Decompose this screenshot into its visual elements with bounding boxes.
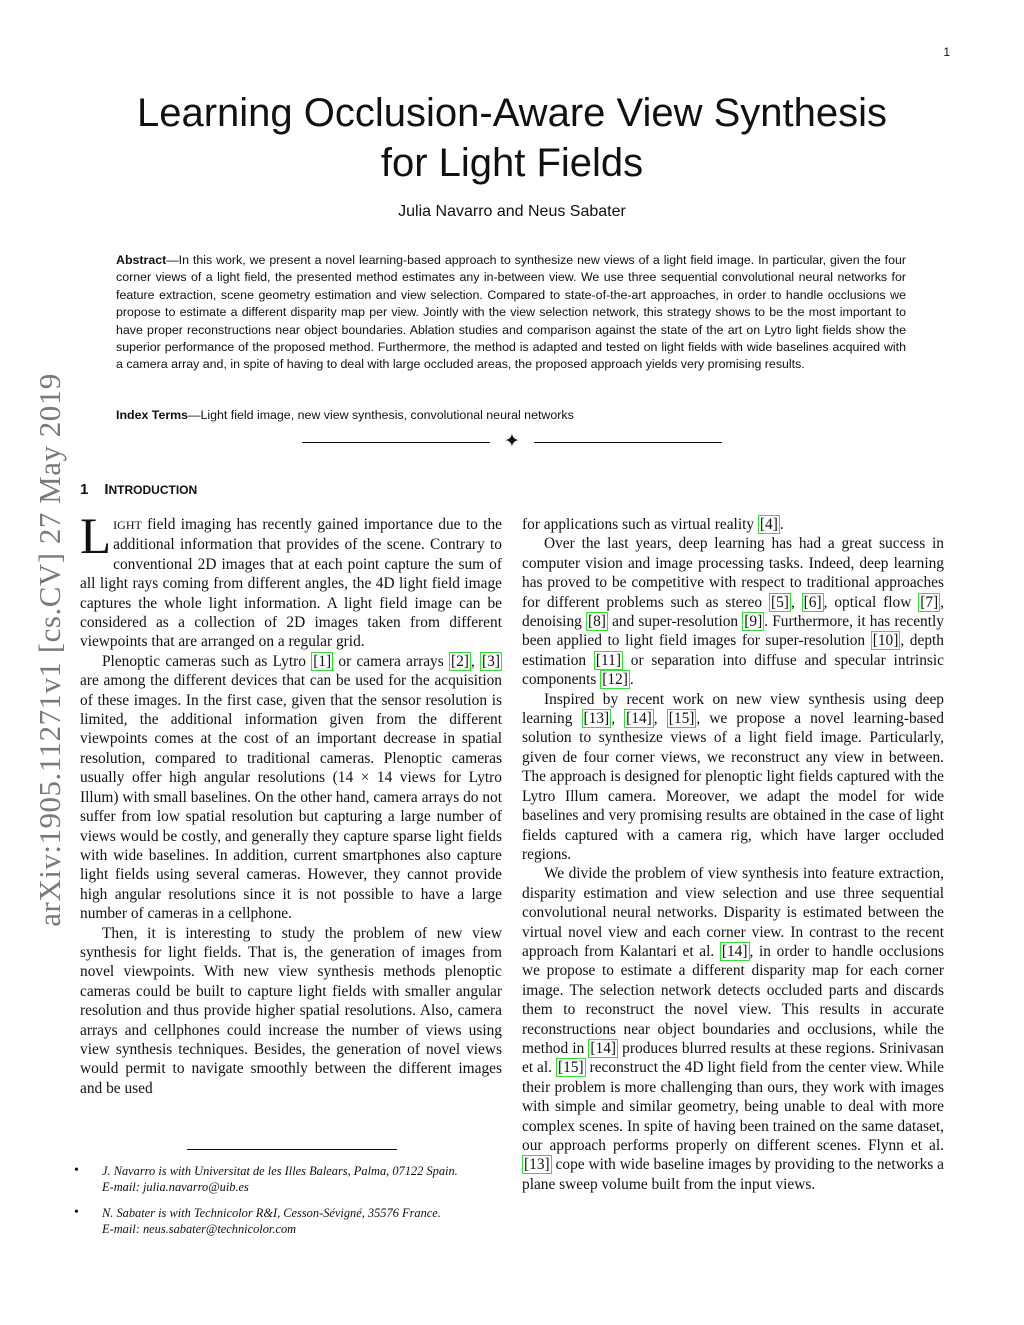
footnote-affiliation-line: N. Sabater is with Technicolor R&I, Cesson-Sévigné, 35576 France. (102, 1206, 441, 1220)
paragraph (522, 534, 944, 689)
text-run: and super-resolution (607, 613, 743, 631)
citation-link[interactable]: [6] (803, 593, 822, 611)
left-column (80, 509, 502, 1098)
section-divider (302, 430, 722, 454)
text-run: , (470, 652, 481, 670)
text-run: Plenoptic cameras such as Lytro (102, 652, 312, 670)
divider-line-left (302, 442, 490, 443)
text-run: , we propose a novel learning-based solution to synthesize views of a light field image. Particularly, given de four corner views, we reconstruct any view in between. The approach is designed for plenoptic light fields captured with the Lytro Illum camera. Moreover, we adapt the model for wide baselines and very promising results are obtained in the case of light fields captured with a camera rig, which have larger occluded regions. (522, 710, 945, 863)
index-terms-text: —Light field image, new view synthesis, convolutional neural networks (188, 408, 574, 422)
text-run: . (629, 671, 634, 689)
citation-link[interactable]: [10] (872, 632, 899, 650)
text-run: . (779, 516, 784, 533)
footnote-affiliation-line: J. Navarro is with Universitat de les Illes Balears, Palma, 07122 Spain. (102, 1164, 458, 1178)
citation-link[interactable]: [15] (668, 710, 695, 728)
footnote-email: E-mail: neus.sabater@technicolor.com (102, 1222, 297, 1236)
small-caps-word: IGHT (113, 518, 142, 532)
text-run: , depth estimation (522, 632, 945, 669)
citation-link[interactable]: [4] (759, 516, 778, 533)
citation-link[interactable]: [8] (587, 613, 606, 631)
text-run: , denoising (522, 593, 945, 631)
index-terms (116, 408, 906, 422)
abstract-label: Abstract (116, 253, 167, 267)
section-title-rest: NTRODUCTION (108, 483, 198, 497)
text-run: for applications such as virtual reality (522, 516, 758, 533)
text-run: cope with wide baseline images by providing to the networks a plane sweep volume built from the input views. (522, 1156, 944, 1193)
text-run: reconstruct the 4D light field from the center view. While their problem is more challenging than ours, they work with images with simple and similar geometry, being unable to deal with more complex scenes. In spite of having been trained on the same dataset, our approach performs properly on different scenes. Flynn et al. (522, 1059, 944, 1154)
text-run: or separation into diffuse and specular intrinsic components (522, 651, 944, 689)
footnote-rule (187, 1149, 397, 1150)
text-run: We divide the problem of view synthesis into feature extraction, disparity estimation and view selection and use three sequential convolutional neural networks. Disparity is estimated between the virtual novel view and each corner view. In contrast to the recent approach from Kalantari et al. (522, 865, 944, 960)
arxiv-identifier: arXiv:1905.11271v1 [cs.CV] 27 May 2019 (32, 373, 67, 927)
right-column (522, 515, 944, 1194)
citation-link[interactable]: [7] (920, 593, 939, 611)
paragraph (522, 690, 944, 865)
page-number: 1 (943, 45, 950, 59)
footnotes (74, 1163, 502, 1247)
citation-link[interactable]: [5] (770, 593, 789, 611)
divider-line-right (534, 442, 722, 443)
text-run: Inspired by recent work on new view synthesis using deep learning (522, 690, 944, 728)
citation-link[interactable]: [3] (482, 652, 500, 670)
footnote-email: E-mail: julia.navarro@uib.es (102, 1180, 249, 1194)
text-run: , (653, 710, 667, 728)
abstract (116, 252, 906, 374)
citation-link[interactable]: [11] (595, 651, 621, 669)
text-run: , in order to handle occlusions we propose to estimate a different disparity map for each corner image. The selection network detects occluded parts and discards them to reconstruct the novel view. This results in accurate reconstructions near object boundaries and occlusions, while the method in (522, 942, 944, 1057)
text-run: produces blurred results at these regions. Srinivasan et al. (522, 1039, 944, 1077)
citation-link[interactable]: [13] (524, 1156, 550, 1174)
text-run: . Furthermore, it has recently been applied to light field images for super-resolution (522, 613, 944, 650)
bullet-icon: • (74, 1163, 79, 1178)
abstract-text: —In this work, we present a novel learning-based approach to synthesize new views of a light field image. In particular, given the four corner views of a light field, the presented method estimates any in-between view. We use three sequential convolutional neural networks for feature extraction, scene geometry estimation and view selection. Compared to state-of-the-art approaches, in order to handle occlusions we propose to estimate a different disparity map per view. Jointly with the view selection network, this strategy shows to be the most important to have proper reconstructions near object boundaries. Ablation studies and comparison against the state of the art on Lytro light fields show the superior performance of the proposed method. Furthermore, the method is adapted and tested on light fields with wide baselines acquired with a camera array and, in spite of having to deal with large occluded areas, the proposed approach yields very promising results. (116, 253, 906, 372)
paragraph: Then, it is interesting to study the problem of new view synthesis for light fields. That is, the generation of images from novel viewpoints. With new view synthesis methods plenoptic cameras could be built to capture light fields with smaller angular resolution and thus provide higher spatial resolutions. Also, camera arrays and cellphones could increase the number of views using view synthesis techniques. Besides, the generation of novel views would permit to navigate smoothly between the different images and be used (80, 924, 502, 1097)
footnote-affiliation (74, 1205, 502, 1237)
paragraph (522, 864, 944, 1194)
index-terms-label: Index Terms (116, 408, 189, 422)
citation-link[interactable]: [15] (557, 1059, 584, 1077)
paragraph (522, 515, 944, 534)
paragraph (80, 652, 502, 924)
section-heading-introduction (80, 481, 197, 498)
citation-link[interactable]: [13] (583, 710, 610, 728)
footnote-affiliation (74, 1163, 502, 1195)
text-run: , optical flow (823, 593, 919, 611)
citation-link[interactable]: [14] (590, 1039, 617, 1057)
paragraph (80, 509, 502, 652)
citation-link[interactable]: [14] (626, 710, 652, 728)
text-run: are among the different devices that can be used for the acquisition of these images. In the first case, given that the sensor resolution is limited, the additional information given from the different viewpoints comes at the cost of an important decrease in spatial resolution, compared to traditional cameras. Plenoptic cameras usually offer high angular resolutions (14 × 14 views for Lytro Illum) with small baselines. On the other hand, camera arrays do not suffer from low spatial resolution but capturing a large number of views would be costly, and generally they capture sparse light fields with wide baselines. In addition, current smartphones also capture light fields using several cameras. However, they cannot provide high angular resolutions since it is not possible to have a large number of cameras in a cellphone. (80, 672, 502, 923)
authors: Julia Navarro and Neus Sabater (398, 203, 626, 220)
citation-link[interactable]: [2] (450, 652, 469, 670)
citation-link[interactable]: [14] (721, 942, 748, 960)
citation-link[interactable]: [9] (744, 613, 763, 631)
section-title-initial: I (104, 481, 109, 498)
drop-cap: L (80, 509, 112, 565)
bullet-icon: • (74, 1205, 79, 1220)
title-line-2: for Light Fields (380, 141, 644, 185)
citation-link[interactable]: [12] (602, 671, 628, 689)
text-run: or camera arrays (333, 652, 449, 670)
title-line-1: Learning Occlusion-Aware View Synthesis (136, 91, 888, 135)
paragraph-text: field imaging has recently gained importance due to the additional information that provides of the scene. Contrary to conventional 2D images that at each point capture the sum of all light rays coming from different angles, the 4D light field image captures the whole light information. A light field image can be considered as a collection of 2D images taken from different viewpoints that are arranged on a regular grid. (80, 516, 502, 651)
section-number: 1 (80, 481, 89, 498)
text-run: , (611, 710, 625, 728)
citation-link[interactable]: [1] (313, 652, 332, 670)
paper-title (80, 88, 944, 188)
text-run: Over the last years, deep learning has had a great success in computer vision and image processing tasks. Indeed, deep learning has proved to be competitive with respect to traditional approaches for different problems such as stereo (522, 535, 944, 611)
text-run: , (790, 593, 802, 611)
divider-star-icon: ✦ (504, 430, 520, 452)
